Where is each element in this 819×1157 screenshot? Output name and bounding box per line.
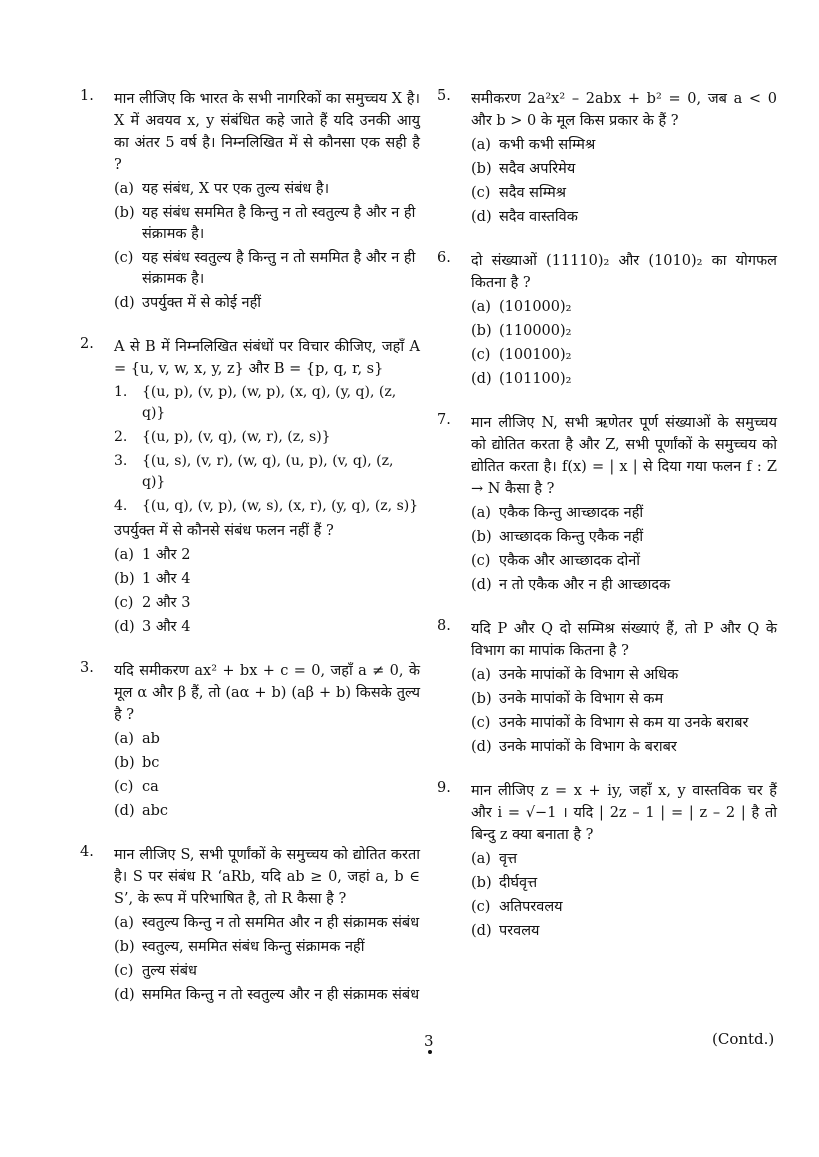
option-label: (b) (114, 755, 135, 771)
option-text: 3 और 4 (142, 619, 191, 635)
question-2 (80, 336, 420, 638)
option-label: (a) (114, 181, 134, 197)
option-text: उनके मापांकों के विभाग से अधिक (499, 667, 679, 683)
question-1 (80, 88, 420, 314)
relation-label: 4. (114, 498, 128, 514)
option-label: (c) (471, 899, 491, 915)
option-a (114, 913, 420, 934)
option-text: (101000)₂ (499, 299, 572, 315)
option-b (471, 873, 777, 894)
question-number: 4. (80, 844, 94, 860)
question-5 (437, 88, 777, 228)
option-d (114, 985, 420, 1006)
option-label: (a) (471, 505, 491, 521)
relation-list (114, 382, 420, 517)
option-label: (d) (471, 577, 492, 593)
option-b (114, 203, 420, 245)
relation-label: 3. (114, 453, 128, 469)
option-c (114, 593, 420, 614)
option-d (114, 801, 420, 822)
options (114, 729, 420, 822)
option-label: (b) (471, 323, 492, 339)
question-number: 3. (80, 660, 94, 676)
option-c (471, 551, 777, 572)
question-number: 2. (80, 336, 94, 352)
option-text: वृत्त (499, 851, 518, 867)
option-c (114, 777, 420, 798)
question-3 (80, 660, 420, 822)
option-label: (b) (114, 571, 135, 587)
relation-item (114, 451, 420, 493)
option-label: (d) (114, 619, 135, 635)
option-c (114, 961, 420, 982)
option-label: (d) (471, 371, 492, 387)
option-text: यह संबंध स्वतुल्य है किन्तु न तो सममित है और न ही संक्रामक है। (142, 250, 416, 287)
option-text: उनके मापांकों के विभाग के बराबर (499, 739, 677, 755)
option-b (471, 321, 777, 342)
option-label: (c) (114, 250, 134, 266)
question-text: दो संख्याओं (11110)₂ और (1010)₂ का योगफल कितना है ? (471, 253, 777, 291)
option-text: स्वतुल्य किन्तु न तो सममित और न ही संक्रामक संबंध (142, 915, 420, 931)
question-8 (437, 618, 777, 758)
option-label: (d) (114, 295, 135, 311)
option-text: उनके मापांकों के विभाग से कम (499, 691, 664, 707)
option-a (471, 665, 777, 686)
option-text: (100100)₂ (499, 347, 572, 363)
option-label: (b) (114, 205, 135, 221)
option-c (471, 897, 777, 918)
relation-text: {(u, q), (v, p), (w, s), (x, r), (y, q), (z, s)} (142, 498, 419, 514)
question-text: मान लीजिए z = x + iy, जहाँ x, y वास्तविक चर हैं और i = √−1 । यदि | 2z – 1 | = | z – 2 | है तो बिन्दु z क्या बनाता है ? (471, 783, 777, 843)
question-text: मान लीजिए कि भारत के सभी नागरिकों का समुच्चय X है। X में अवयव x, y संबंधित कहे जाते हैं यदि उनकी आयु का अंतर 5 वर्ष है। निम्नलिखित में से कौनसा एक सही है ? (114, 91, 420, 173)
option-text: ca (142, 779, 159, 795)
options (471, 665, 777, 758)
page-number: 3 (424, 1032, 434, 1050)
relation-item (114, 427, 420, 448)
option-label: (c) (471, 715, 491, 731)
option-label: (c) (471, 347, 491, 363)
option-d (471, 207, 777, 228)
option-label: (a) (471, 299, 491, 315)
question-text: यदि समीकरण ax² + bx + c = 0, जहाँ a ≠ 0, के मूल α और β हैं, तो (aα + b) (aβ + b) किसके तुल्य है ? (114, 663, 420, 723)
option-text: कभी कभी सम्मिश्र (499, 137, 596, 153)
option-text: सदैव वास्तविक (499, 209, 578, 225)
relation-label: 1. (114, 384, 128, 400)
option-c (114, 248, 420, 290)
option-text: उनके मापांकों के विभाग से कम या उनके बराबर (499, 715, 749, 731)
question-7 (437, 412, 777, 596)
option-c (471, 345, 777, 366)
option-text: एकैक और आच्छादक दोनों (499, 553, 641, 569)
question-4 (80, 844, 420, 1006)
relation-text: {(u, s), (v, r), (w, q), (u, p), (v, q), (z, q)} (142, 453, 394, 490)
relation-label: 2. (114, 429, 128, 445)
option-text: उपर्युक्त में से कोई नहीं (142, 295, 262, 311)
option-label: (c) (114, 779, 134, 795)
option-text: 1 और 2 (142, 547, 191, 563)
options (114, 545, 420, 638)
option-text: तुल्य संबंध (142, 963, 197, 979)
option-d (471, 921, 777, 942)
continued-label: (Contd.) (712, 1030, 775, 1048)
option-label: (c) (471, 185, 491, 201)
option-a (471, 135, 777, 156)
page-dot-mark (428, 1050, 432, 1054)
left-column (80, 88, 420, 1028)
relation-item (114, 496, 420, 517)
option-text: एकैक किन्तु आच्छादक नहीं (499, 505, 644, 521)
option-label: (b) (114, 939, 135, 955)
options (471, 503, 777, 596)
options (471, 297, 777, 390)
option-d (471, 369, 777, 390)
option-label: (b) (471, 161, 492, 177)
option-label: (d) (471, 739, 492, 755)
option-a (114, 545, 420, 566)
option-text: abc (142, 803, 169, 819)
option-text: सममित किन्तु न तो स्वतुल्य और न ही संक्रामक संबंध (142, 987, 420, 1003)
option-label: (d) (114, 987, 135, 1003)
option-b (114, 753, 420, 774)
option-text: न तो एकैक और न ही आच्छादक (499, 577, 671, 593)
option-a (471, 849, 777, 870)
question-number: 9. (437, 780, 451, 796)
options (114, 179, 420, 314)
option-c (471, 713, 777, 734)
option-text: अतिपरवलय (499, 899, 563, 915)
option-label: (c) (114, 595, 134, 611)
option-b (471, 527, 777, 548)
options (471, 849, 777, 942)
option-text: सदैव अपरिमेय (499, 161, 576, 177)
option-text: ab (142, 731, 160, 747)
option-text: (110000)₂ (499, 323, 572, 339)
question-9 (437, 780, 777, 942)
option-a (114, 179, 420, 200)
option-c (471, 183, 777, 204)
option-label: (a) (114, 915, 134, 931)
question-6 (437, 250, 777, 390)
option-d (114, 293, 420, 314)
question-text: यदि P और Q दो सम्मिश्र संख्याएं हैं, तो P और Q के विभाग का मापांक कितना है ? (471, 621, 777, 659)
option-label: (b) (471, 529, 492, 545)
option-text: (101100)₂ (499, 371, 572, 387)
question-text: समीकरण 2a²x² – 2abx + b² = 0, जब a < 0 और b > 0 के मूल किस प्रकार के हैं ? (471, 91, 777, 129)
option-b (114, 569, 420, 590)
question-text: मान लीजिए N, सभी ऋणेतर पूर्ण संख्याओं के समुच्चय को द्योतित करता है और Z, सभी पूर्णांकों के समुच्चय को द्योतित करता है। f(x) = | x | से दिया गया फलन f : Z → N कैसा है ? (471, 415, 777, 497)
option-label: (a) (114, 731, 134, 747)
option-label: (d) (114, 803, 135, 819)
option-text: bc (142, 755, 160, 771)
option-text: यह संबंध, X पर एक तुल्य संबंध है। (142, 181, 330, 197)
option-a (114, 729, 420, 750)
option-b (471, 159, 777, 180)
question-number: 5. (437, 88, 451, 104)
relation-item (114, 382, 420, 424)
option-label: (d) (471, 209, 492, 225)
option-text: आच्छादक किन्तु एकैक नहीं (499, 529, 644, 545)
option-label: (b) (471, 691, 492, 707)
option-d (114, 617, 420, 638)
option-label: (c) (114, 963, 134, 979)
option-text: यह संबंध सममित है किन्तु न तो स्वतुल्य है और न ही संक्रामक है। (142, 205, 416, 242)
option-text: 1 और 4 (142, 571, 191, 587)
question-followup-text: उपर्युक्त में से कौनसे संबंध फलन नहीं हैं ? (114, 523, 334, 539)
options (114, 913, 420, 1006)
option-d (471, 737, 777, 758)
option-label: (d) (471, 923, 492, 939)
question-number: 8. (437, 618, 451, 634)
option-label: (b) (471, 875, 492, 891)
option-text: दीर्घवृत्त (499, 875, 538, 891)
option-a (471, 297, 777, 318)
option-text: स्वतुल्य, सममित संबंध किन्तु संक्रामक नहीं (142, 939, 365, 955)
option-d (471, 575, 777, 596)
question-number: 1. (80, 88, 94, 104)
options (471, 135, 777, 228)
option-label: (c) (471, 553, 491, 569)
option-text: 2 और 3 (142, 595, 191, 611)
option-b (114, 937, 420, 958)
option-label: (a) (471, 851, 491, 867)
relation-text: {(u, p), (v, q), (w, r), (z, s)} (142, 429, 331, 445)
right-column (437, 88, 777, 964)
relation-text: {(u, p), (v, p), (w, p), (x, q), (y, q), (z, q)} (142, 384, 397, 421)
question-number: 6. (437, 250, 451, 266)
option-label: (a) (471, 137, 491, 153)
question-text: A से B में निम्नलिखित संबंधों पर विचार कीजिए, जहाँ A = {u, v, w, x, y, z} और B = {p, q, r, s} (114, 339, 420, 377)
option-text: सदैव सम्मिश्र (499, 185, 567, 201)
option-text: परवलय (499, 923, 540, 939)
question-text: मान लीजिए S, सभी पूर्णांकों के समुच्चय को द्योतित करता है। S पर संबंध R ‘aRb, यदि ab ≥ 0, जहां a, b ∈ S’, के रूप में परिभाषित है, तो R कैसा है ? (114, 847, 420, 907)
option-label: (a) (114, 547, 134, 563)
option-label: (a) (471, 667, 491, 683)
option-a (471, 503, 777, 524)
option-b (471, 689, 777, 710)
question-number: 7. (437, 412, 451, 428)
